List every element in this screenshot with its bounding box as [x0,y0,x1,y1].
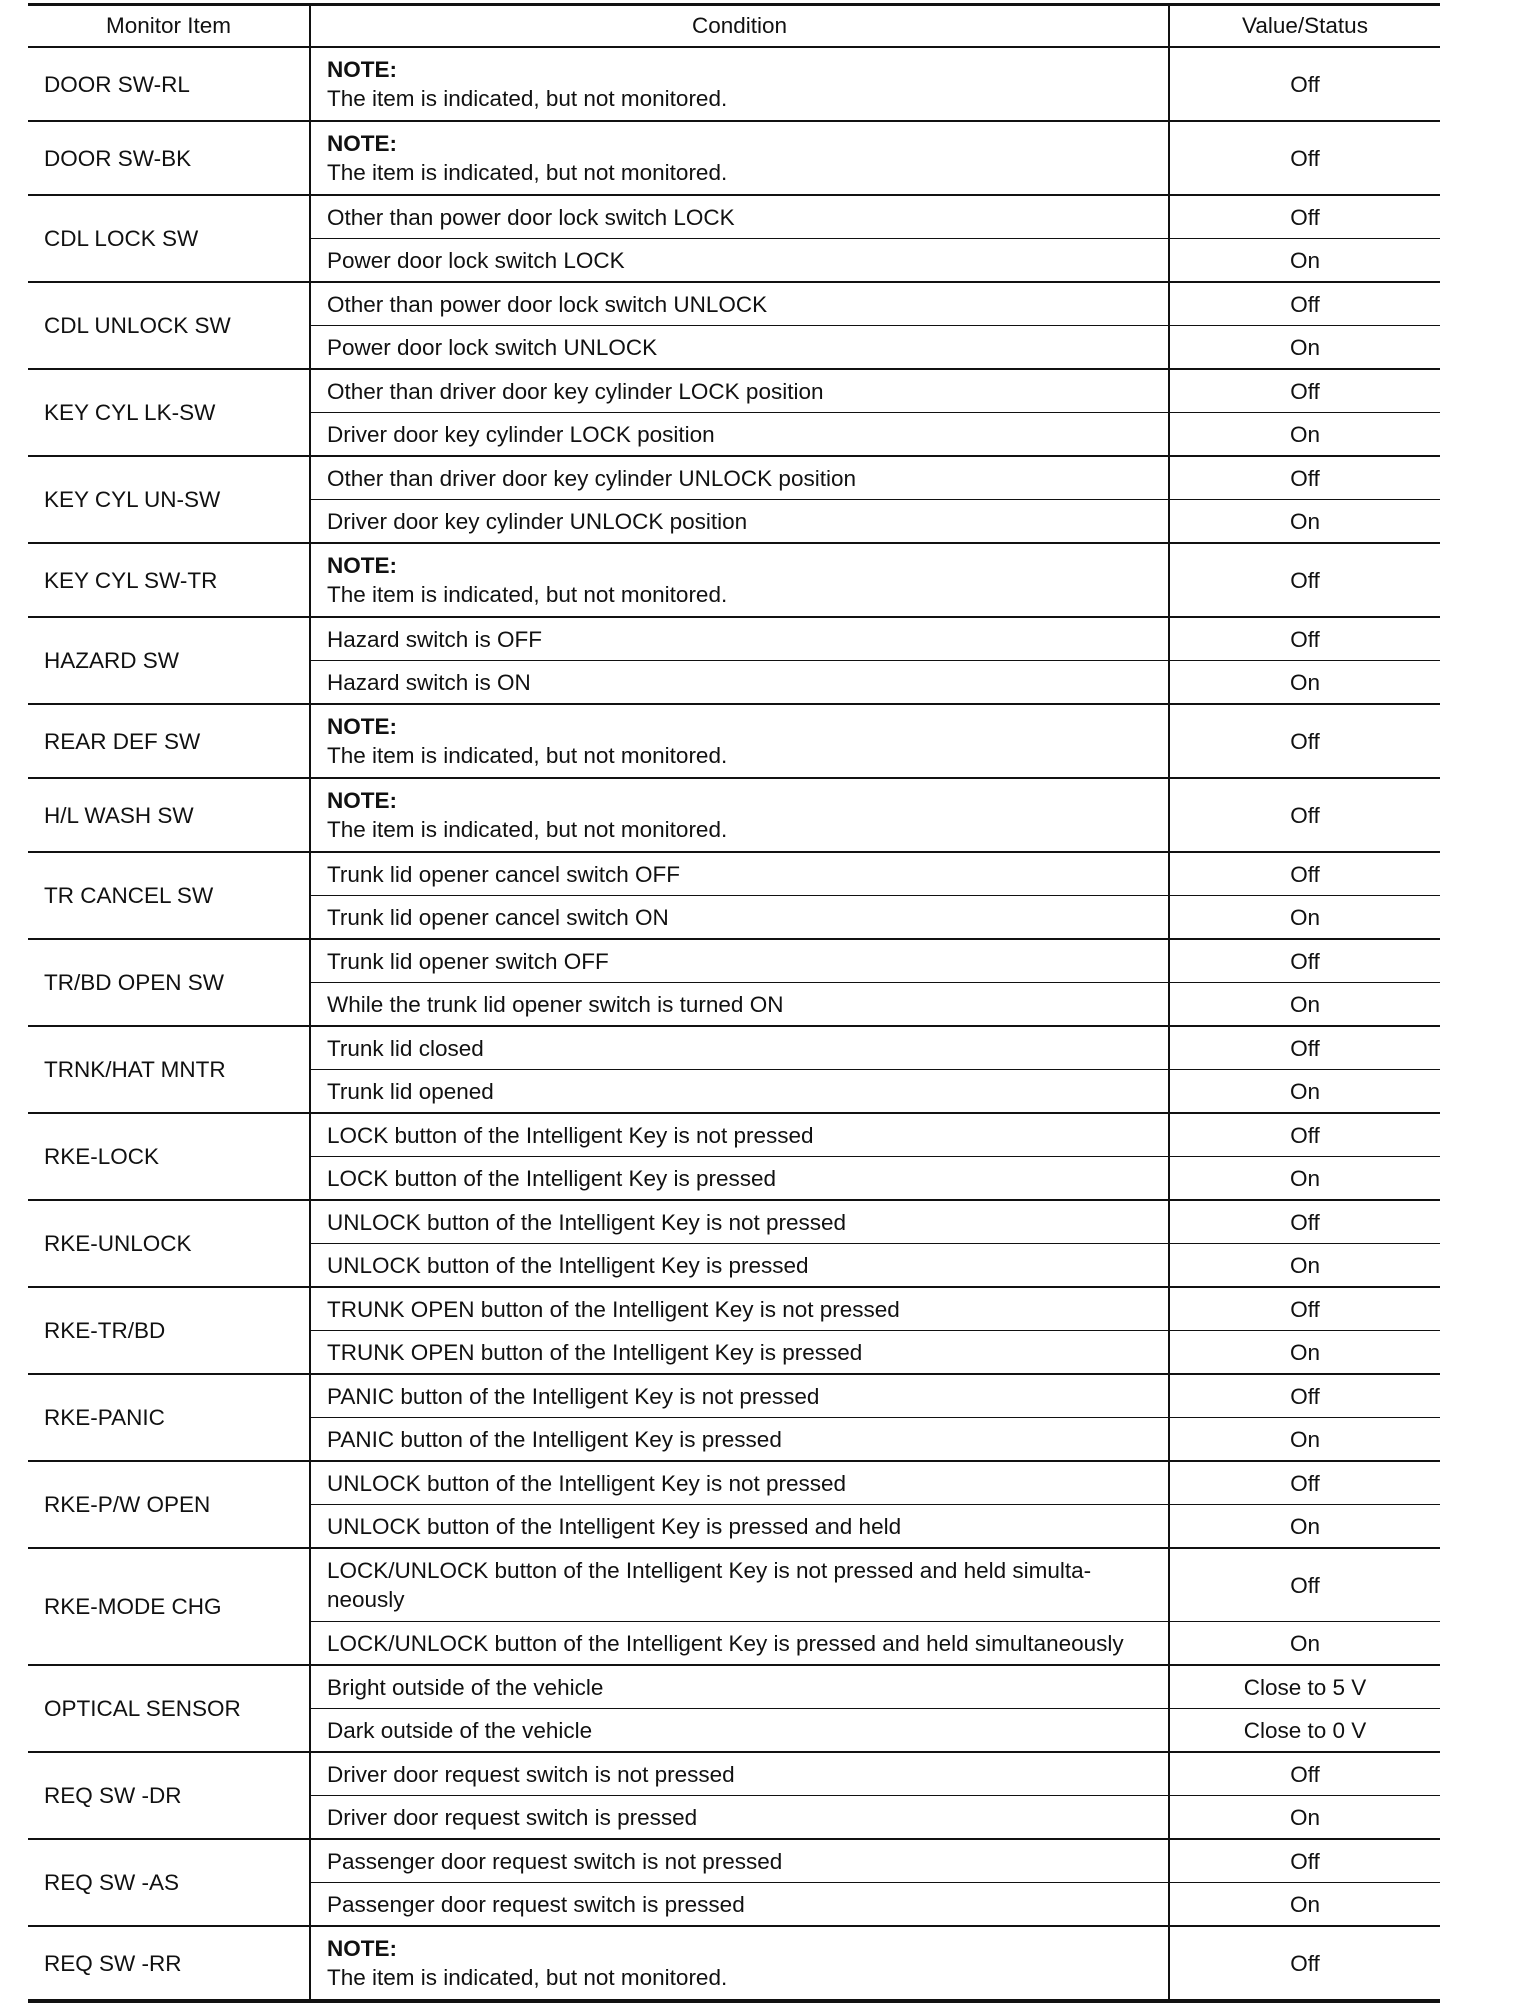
value-status-cell: Off [1169,778,1440,852]
condition-cell: Trunk lid opener switch OFF [310,939,1169,983]
condition-cell: Power door lock switch LOCK [310,239,1169,283]
table-row [28,47,1440,121]
value-status-cell: Off [1169,1374,1440,1418]
table-row [28,195,1440,239]
condition-cell: Trunk lid closed [310,1026,1169,1070]
condition-cell: Power door lock switch UNLOCK [310,326,1169,370]
condition-cell: TRUNK OPEN button of the Intelligent Key is not pressed [310,1287,1169,1331]
value-status-cell: Off [1169,1752,1440,1796]
table-row [28,1839,1440,1883]
monitor-item-table [28,3,1440,2003]
value-status-cell: Off [1169,1026,1440,1070]
table-row [28,282,1440,326]
value-status-cell: On [1169,500,1440,544]
value-status-cell: On [1169,1244,1440,1288]
note-cell [310,121,1169,195]
table-row [28,369,1440,413]
note-text: The item is indicated, but not monitored. [327,817,728,842]
table-row [28,1548,1440,1622]
monitor-item-cell: CDL UNLOCK SW [28,282,310,369]
value-status-cell: On [1169,896,1440,940]
table-row [28,704,1440,778]
value-status-cell: Off [1169,121,1440,195]
condition-cell: Bright outside of the vehicle [310,1665,1169,1709]
monitor-item-cell: HAZARD SW [28,617,310,704]
value-status-cell: Off [1169,1113,1440,1157]
monitor-item-cell: TR CANCEL SW [28,852,310,939]
condition-cell: PANIC button of the Intelligent Key is not pressed [310,1374,1169,1418]
condition-cell: LOCK button of the Intelligent Key is not pressed [310,1113,1169,1157]
monitor-item-cell: DOOR SW-BK [28,121,310,195]
monitor-item-cell: RKE-TR/BD [28,1287,310,1374]
value-status-cell: Off [1169,1287,1440,1331]
note-cell [310,47,1169,121]
condition-cell: While the trunk lid opener switch is turned ON [310,983,1169,1027]
value-status-cell: Off [1169,195,1440,239]
note-label: NOTE: [327,131,397,156]
value-status-cell: On [1169,1070,1440,1114]
monitor-item-cell: KEY CYL UN-SW [28,456,310,543]
condition-cell: Passenger door request switch is not pressed [310,1839,1169,1883]
condition-cell: PANIC button of the Intelligent Key is pressed [310,1418,1169,1462]
note-cell [310,778,1169,852]
note-cell [310,543,1169,617]
value-status-cell: On [1169,983,1440,1027]
table-row [28,1026,1440,1070]
monitor-item-cell: RKE-MODE CHG [28,1548,310,1665]
monitor-item-cell: CDL LOCK SW [28,195,310,282]
condition-cell: TRUNK OPEN button of the Intelligent Key is pressed [310,1331,1169,1375]
condition-cell: UNLOCK button of the Intelligent Key is pressed [310,1244,1169,1288]
monitor-item-cell: REQ SW -RR [28,1926,310,2001]
monitor-item-cell: TR/BD OPEN SW [28,939,310,1026]
value-status-cell: On [1169,1796,1440,1840]
monitor-item-cell: OPTICAL SENSOR [28,1665,310,1752]
value-status-cell: Off [1169,1839,1440,1883]
table-row [28,1752,1440,1796]
monitor-item-cell: RKE-UNLOCK [28,1200,310,1287]
monitor-item-cell: KEY CYL SW-TR [28,543,310,617]
condition-cell: Trunk lid opener cancel switch ON [310,896,1169,940]
value-status-cell: On [1169,1505,1440,1549]
table-row [28,617,1440,661]
value-status-cell: Off [1169,282,1440,326]
table-row [28,1287,1440,1331]
value-status-cell: Off [1169,1461,1440,1505]
condition-cell: Dark outside of the vehicle [310,1709,1169,1753]
value-status-cell: On [1169,1883,1440,1927]
table-row [28,852,1440,896]
value-status-cell: Close to 5 V [1169,1665,1440,1709]
value-status-cell: Close to 0 V [1169,1709,1440,1753]
table-row [28,1374,1440,1418]
value-status-cell: Off [1169,456,1440,500]
note-text: The item is indicated, but not monitored. [327,1965,728,1990]
note-text: The item is indicated, but not monitored. [327,582,728,607]
value-status-cell: On [1169,326,1440,370]
table-row [28,1200,1440,1244]
condition-cell: Other than power door lock switch LOCK [310,195,1169,239]
table-body [28,47,1440,2001]
value-status-cell: Off [1169,47,1440,121]
table-row [28,1926,1440,2001]
note-text: The item is indicated, but not monitored. [327,743,728,768]
condition-cell: LOCK/UNLOCK button of the Intelligent Key is pressed and held simultaneously [310,1622,1169,1666]
value-status-cell: On [1169,1622,1440,1666]
monitor-item-cell: RKE-PANIC [28,1374,310,1461]
condition-cell: Trunk lid opener cancel switch OFF [310,852,1169,896]
value-status-cell: Off [1169,939,1440,983]
table-row [28,1665,1440,1709]
value-status-cell: On [1169,661,1440,705]
header-condition: Condition [310,5,1169,48]
value-status-cell: Off [1169,617,1440,661]
monitor-item-cell: H/L WASH SW [28,778,310,852]
table-row [28,456,1440,500]
header-monitor-item: Monitor Item [28,5,310,48]
table-row [28,1113,1440,1157]
value-status-cell: On [1169,1418,1440,1462]
table-row [28,121,1440,195]
value-status-cell: Off [1169,852,1440,896]
note-label: NOTE: [327,553,397,578]
monitor-item-cell: REQ SW -DR [28,1752,310,1839]
condition-cell: Other than power door lock switch UNLOCK [310,282,1169,326]
note-cell [310,704,1169,778]
condition-cell: Hazard switch is ON [310,661,1169,705]
value-status-cell: Off [1169,1926,1440,2001]
condition-cell: UNLOCK button of the Intelligent Key is not pressed [310,1200,1169,1244]
value-status-cell: On [1169,413,1440,457]
value-status-cell: Off [1169,543,1440,617]
condition-cell: Driver door request switch is pressed [310,1796,1169,1840]
value-status-cell: Off [1169,1200,1440,1244]
monitor-item-cell: REQ SW -AS [28,1839,310,1926]
monitor-item-cell: RKE-LOCK [28,1113,310,1200]
monitor-item-cell: REAR DEF SW [28,704,310,778]
condition-cell: LOCK/UNLOCK button of the Intelligent Key is not pressed and held simulta- neously [310,1548,1169,1622]
note-label: NOTE: [327,788,397,813]
condition-cell: LOCK button of the Intelligent Key is pressed [310,1157,1169,1201]
condition-cell: Other than driver door key cylinder LOCK position [310,369,1169,413]
table-row [28,939,1440,983]
monitor-item-cell: TRNK/HAT MNTR [28,1026,310,1113]
note-cell [310,1926,1169,2001]
condition-cell: Driver door request switch is not pressed [310,1752,1169,1796]
note-text: The item is indicated, but not monitored. [327,86,728,111]
condition-cell: Trunk lid opened [310,1070,1169,1114]
condition-cell: UNLOCK button of the Intelligent Key is not pressed [310,1461,1169,1505]
value-status-cell: On [1169,239,1440,283]
value-status-cell: Off [1169,369,1440,413]
monitor-item-cell: RKE-P/W OPEN [28,1461,310,1548]
note-label: NOTE: [327,57,397,82]
condition-cell: Hazard switch is OFF [310,617,1169,661]
condition-cell: Passenger door request switch is pressed [310,1883,1169,1927]
note-label: NOTE: [327,714,397,739]
value-status-cell: On [1169,1331,1440,1375]
table-row [28,1461,1440,1505]
table-row [28,778,1440,852]
condition-cell: Driver door key cylinder UNLOCK position [310,500,1169,544]
header-value-status: Value/Status [1169,5,1440,48]
value-status-cell: On [1169,1157,1440,1201]
table-row [28,543,1440,617]
condition-cell: Driver door key cylinder LOCK position [310,413,1169,457]
value-status-cell: Off [1169,1548,1440,1622]
condition-cell: UNLOCK button of the Intelligent Key is pressed and held [310,1505,1169,1549]
condition-cell: Other than driver door key cylinder UNLOCK position [310,456,1169,500]
monitor-item-cell: KEY CYL LK-SW [28,369,310,456]
note-text: The item is indicated, but not monitored. [327,160,728,185]
value-status-cell: Off [1169,704,1440,778]
table-header-row [28,5,1440,48]
monitor-item-cell: DOOR SW-RL [28,47,310,121]
note-label: NOTE: [327,1936,397,1961]
